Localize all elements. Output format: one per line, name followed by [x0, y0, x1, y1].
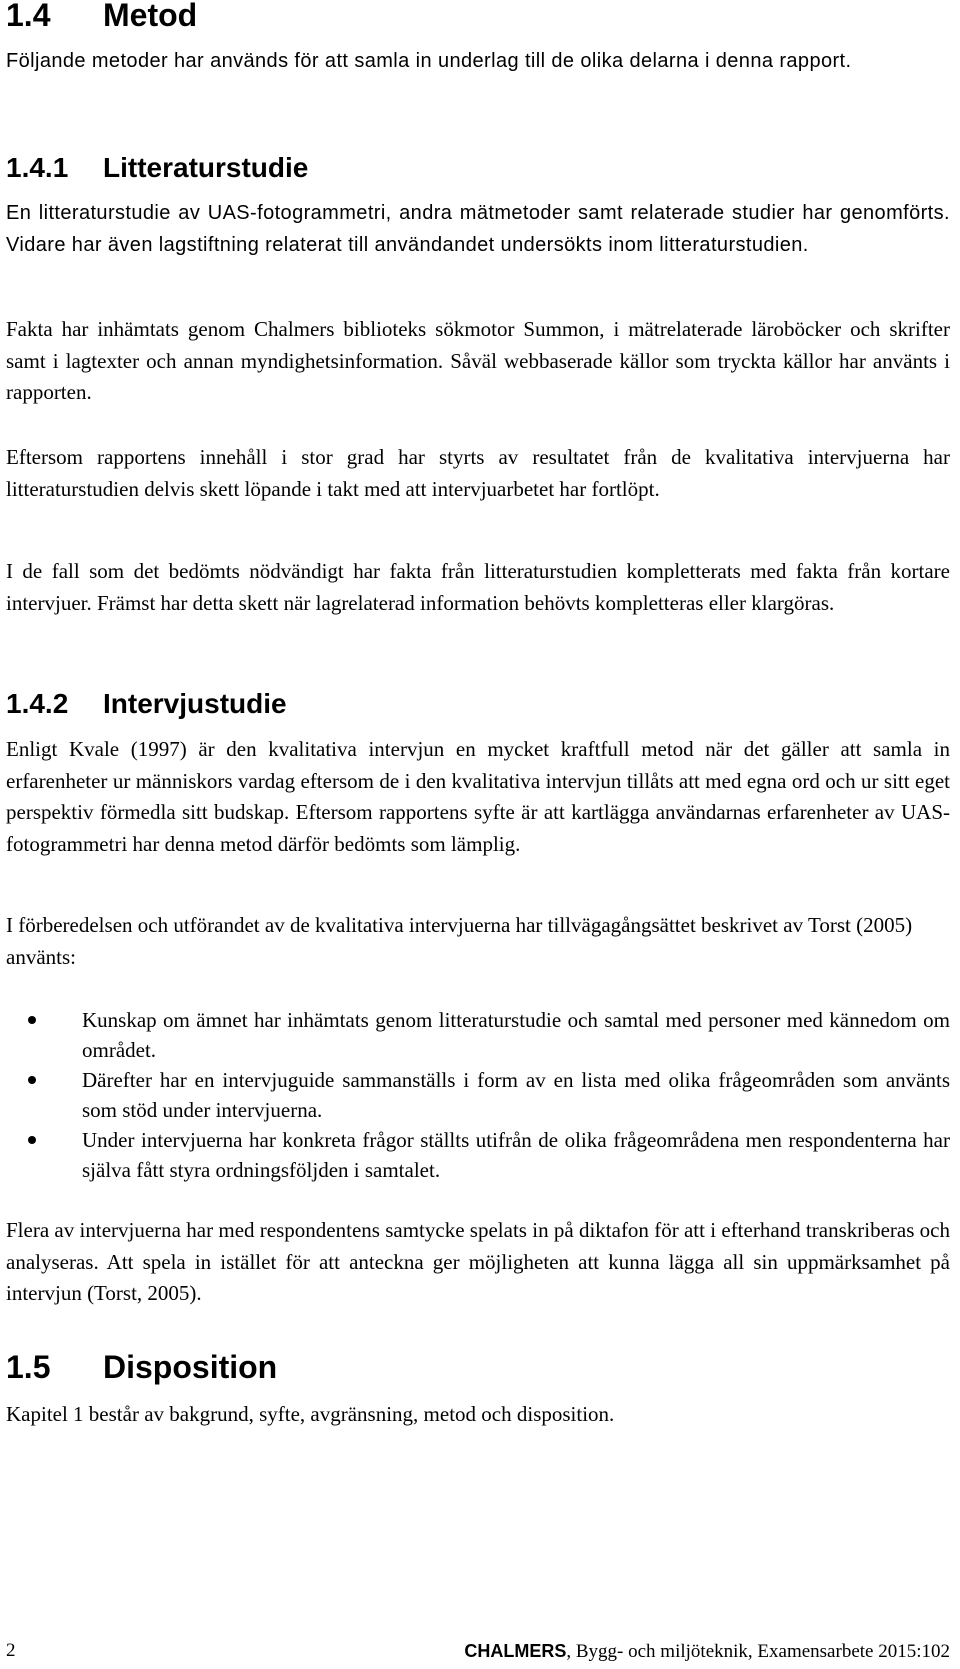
section-title: Litteraturstudie	[103, 152, 309, 183]
paragraph-litteraturstudie-1: En litteraturstudie av UAS-fotogrammetri, andra mätmetoder samt relaterade studier har genomförts. Vidare har även lagstiftning relaterat till användandet undersökts inom litteraturstudien.	[6, 202, 950, 256]
footer-text	[464, 1638, 950, 1665]
bullet-icon	[28, 1016, 36, 1024]
section-title: Disposition	[103, 1349, 278, 1385]
list-item-text: Kunskap om ämnet har inhämtats genom litteraturstudie och samtal med personer med kännedom om området.	[82, 1008, 950, 1062]
section-heading-1-4-1	[6, 152, 308, 184]
paragraph-litteraturstudie-2: Fakta har inhämtats genom Chalmers biblioteks sökmotor Summon, i mätrelaterade läroböcker och skrifter samt i lagtexter och annan myndighetsinformation. Såväl webbaserade källor som tryckta källor har använts i rapporten.	[6, 317, 950, 404]
section-heading-1-4-2	[6, 688, 287, 720]
paragraph-litteraturstudie-3: Eftersom rapportens innehåll i stor grad har styrts av resultatet från de kvalitativa intervjuerna har litteraturstudien delvis skett löpande i takt med att intervjuarbetet har fortlöpt.	[6, 445, 950, 501]
section-number: 1.5	[6, 1349, 51, 1385]
paragraph-intervjustudie-2: I förberedelsen och utförandet av de kvalitativa intervjuerna har tillvägagångsättet beskrivet av Torst (2005) använts:	[6, 913, 913, 969]
section-number: 1.4	[6, 0, 51, 33]
footer-description: , Bygg- och miljöteknik, Examensarbete 2015:102	[566, 1641, 950, 1662]
list-item	[6, 1005, 950, 1065]
footer-brand: CHALMERS	[464, 1641, 567, 1661]
list-item	[6, 1125, 950, 1185]
paragraph-disposition: Kapitel 1 består av bakgrund, syfte, avgränsning, metod och disposition.	[6, 1402, 615, 1426]
bullet-list	[6, 1005, 950, 1185]
bullet-icon	[28, 1136, 36, 1144]
list-item-text: Därefter har en intervjuguide sammanställs i form av en lista med olika frågeområden som använts som stöd under intervjuerna.	[82, 1068, 950, 1122]
section-number: 1.4.2	[6, 688, 69, 719]
section-title: Intervjustudie	[103, 688, 287, 719]
section-heading-1-5	[6, 1349, 277, 1385]
paragraph-litteraturstudie-4: I de fall som det bedömts nödvändigt har fakta från litteraturstudien kompletterats med fakta från kortare intervjuer. Främst har detta skett när lagrelaterad information behövts kompletteras eller klargöras.	[6, 559, 950, 615]
list-item-text: Under intervjuerna har konkreta frågor ställts utifrån de olika frågeområdena men respondenterna har själva fått styra ordningsföljden i samtalet.	[82, 1128, 950, 1182]
list-item	[6, 1065, 950, 1125]
section-heading-1-4	[6, 0, 197, 33]
paragraph-intro: Följande metoder har används för att samla in underlag till de olika delarna i denna rapport.	[6, 50, 852, 72]
section-number: 1.4.1	[6, 152, 69, 183]
bullet-icon	[28, 1076, 36, 1084]
paragraph-intervjustudie-3: Flera av intervjuerna har med respondentens samtycke spelats in på diktafon för att i efterhand transkriberas och analyseras. Att spela in istället för att anteckna ger möjligheten att kunna lägga all sin uppmärksamhet på intervjun (Torst, 2005).	[6, 1218, 950, 1305]
page-number: 2	[6, 1640, 16, 1661]
page-footer	[6, 1638, 950, 1664]
paragraph-intervjustudie-1: Enligt Kvale (1997) är den kvalitativa intervjun en mycket kraftfull metod när det gäller att samla in erfarenheter ur människors vardag eftersom de i den kvalitativa intervjun tillåts att med egna ord och ur sitt eget perspektiv förmedla sitt budskap. Eftersom rapportens syfte är att kartlägga användarnas erfarenheter av UAS-fotogrammetri har denna metod därför bedömts som lämplig.	[6, 737, 950, 856]
section-title: Metod	[103, 0, 198, 33]
